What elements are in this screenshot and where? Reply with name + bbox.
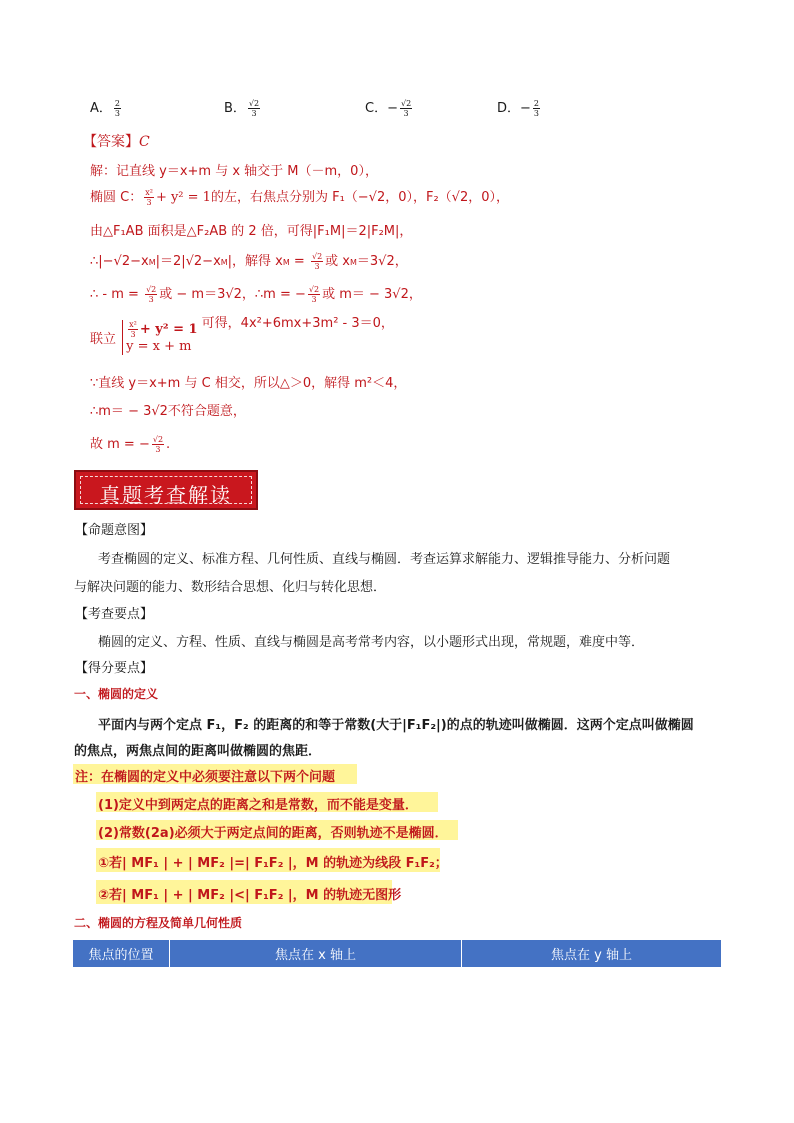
option-b-value: $\frac{√2}{3}$ bbox=[248, 99, 260, 118]
table-header-focus-position: 焦点的位置 bbox=[73, 940, 170, 967]
definition-body-line-2: 的焦点，两焦点间的距离叫做椭圆的焦距． bbox=[74, 744, 322, 759]
l6-pre: 联立 bbox=[90, 332, 117, 347]
option-d-sign: − bbox=[520, 101, 531, 116]
definition-body-line-1: 平面内与两个定点 F₁，F₂ 的距离的和等于常数(大于|F₁F₂|)的点的轨迹叫做椭圆．这两个定点叫做椭圆 bbox=[98, 718, 694, 733]
l4-or: 或 x bbox=[325, 254, 350, 269]
note-2: (2)常数(2a)必须大于两定点间的距离，否则轨迹不是椭圆． bbox=[98, 826, 448, 841]
l5-frac-1: $\frac{√2}{3}$ bbox=[146, 285, 157, 304]
answer-value: C bbox=[139, 134, 150, 150]
l5-frac-2: $\frac{√2}{3}$ bbox=[308, 285, 320, 304]
intent-body-line-1: 考查椭圆的定义、标准方程、几何性质、直线与椭圆．考查运算求解能力、逻辑推导能力、分析问题 bbox=[98, 552, 671, 567]
l4-post: |，解得 x bbox=[227, 254, 283, 269]
definition-title: 一、椭圆的定义 bbox=[74, 687, 159, 701]
solution-line-8: ∴m＝ − 3√2不符合题意， bbox=[90, 404, 246, 419]
intent-heading: 【命题意图】 bbox=[75, 523, 154, 538]
answer-line bbox=[83, 131, 150, 151]
solution-line-9 bbox=[90, 433, 170, 454]
note-3: ①若| MF₁ | + | MF₂ |=| F₁F₂ |，M 的轨迹为线段 F₁F₂； bbox=[98, 856, 448, 871]
l6-eq1: + y² = 1 bbox=[139, 322, 198, 337]
solution-line-2-pre: 椭圆 C： bbox=[90, 190, 143, 205]
l5-mid: 或 − m＝3√2，∴m = − bbox=[159, 287, 306, 302]
answer-label: 【答案】 bbox=[83, 134, 139, 150]
option-c bbox=[365, 97, 414, 118]
solution-line-1: 解：记直线 y＝x+m 与 x 轴交于 M（－m，0）， bbox=[90, 164, 378, 179]
l6-post: 可得，4x²+6mx+3m² - 3＝0， bbox=[201, 316, 394, 331]
l5-pre: ∴ - m = bbox=[90, 287, 144, 302]
solution-line-3: 由△F₁AB 面积是△F₂AB 的 2 倍，可得|F₁M|＝2|F₂M|， bbox=[90, 224, 413, 239]
option-d-value: $\frac{2}{3}$ bbox=[533, 99, 540, 118]
l6-eq2: y = x + m bbox=[126, 339, 192, 354]
table-header-x-axis: 焦点在 x 轴上 bbox=[170, 940, 462, 967]
solution-line-5 bbox=[90, 283, 422, 304]
option-c-value: $\frac{√2}{3}$ bbox=[400, 99, 412, 118]
key-body: 椭圆的定义、方程、性质、直线与椭圆是高考常考内容，以小题形式出现，常规题，难度中等． bbox=[98, 635, 645, 650]
note-4: ②若| MF₁ | + | MF₂ |<| F₁F₂ |，M 的轨迹无图形 bbox=[98, 888, 402, 903]
l4-end: ＝3√2， bbox=[356, 254, 408, 269]
solution-line-2 bbox=[90, 186, 509, 207]
l9-post: . bbox=[166, 437, 171, 452]
l6-frac: $\frac{\text{x²}}{3}$ bbox=[129, 320, 137, 339]
l5-post: 或 m＝ − 3√2， bbox=[322, 287, 422, 302]
option-a bbox=[90, 97, 123, 118]
intent-body-line-2: 与解决问题的能力、数形结合思想、化归与转化思想． bbox=[74, 580, 387, 595]
l4-mid: |＝2|√2−x bbox=[155, 254, 221, 269]
solution-line-6 bbox=[90, 316, 394, 355]
table-header-y-axis: 焦点在 y 轴上 bbox=[462, 940, 722, 967]
section-banner bbox=[74, 470, 258, 510]
system-of-equations bbox=[122, 320, 197, 355]
option-b bbox=[224, 97, 262, 118]
ellipse-equation-rest: + y² = 1 bbox=[155, 190, 211, 205]
option-a-value: $\frac{2}{3}$ bbox=[114, 99, 120, 118]
ellipse-properties-table bbox=[73, 940, 721, 967]
l9-frac: $\frac{√2}{3}$ bbox=[152, 435, 164, 454]
option-b-label: B． bbox=[224, 101, 246, 116]
option-c-label: C． bbox=[365, 101, 388, 116]
solution-line-7: ∵直线 y＝x+m 与 C 相交，所以△＞0，解得 m²＜4， bbox=[90, 376, 407, 391]
option-c-sign: − bbox=[387, 101, 398, 116]
key-heading: 【考查要点】 bbox=[75, 607, 154, 622]
note-1: (1)定义中到两定点的距离之和是常数，而不能是变量． bbox=[98, 798, 418, 813]
l4-eq: = bbox=[289, 254, 309, 269]
score-heading: 【得分要点】 bbox=[75, 661, 154, 676]
option-d-label: D． bbox=[497, 101, 521, 116]
option-d bbox=[497, 97, 542, 118]
solution-line-4: ∴|−√2−xM|＝2|√2−xM|，解得 xM = $\frac{√2}{3}$ 或 xM＝3√2， bbox=[90, 252, 408, 271]
table-header-row bbox=[73, 940, 721, 967]
l4-frac: $\frac{√2}{3}$ bbox=[311, 252, 323, 271]
option-a-label: A． bbox=[90, 101, 112, 116]
l4-pre: ∴|−√2−x bbox=[90, 254, 149, 269]
solution-line-2-post: 的左，右焦点分别为 F₁（−√2，0），F₂（√2，0）， bbox=[210, 190, 510, 205]
banner-title: 真题考查解读 bbox=[100, 483, 232, 507]
note-title: 注：在椭圆的定义中必须要注意以下两个问题 bbox=[75, 770, 336, 785]
properties-title: 二、椭圆的方程及简单几何性质 bbox=[74, 916, 243, 930]
ellipse-x-frac: $\frac{\text{x²}}{3}$ bbox=[145, 188, 153, 207]
l9-pre: 故 m = − bbox=[90, 437, 150, 452]
